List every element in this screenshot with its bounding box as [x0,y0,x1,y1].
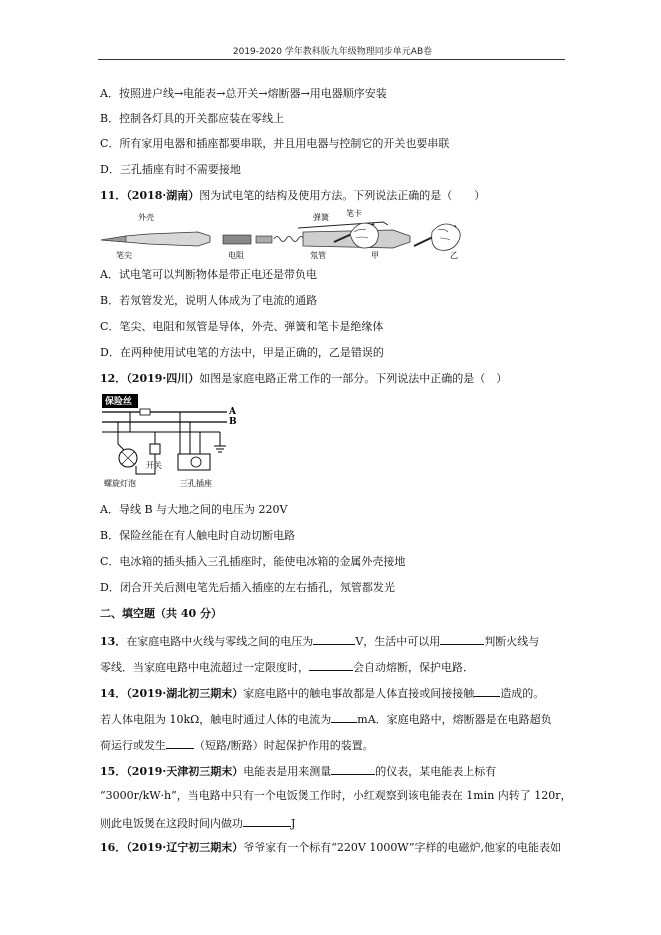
page-header: 2019-2020 学年教科版九年级物理同步单元AB卷 [232,47,433,57]
prev-option-a: A．按照进户线→电能表→总开关→熔断器→用电器顺序安装 [100,87,387,100]
label-clip: 笔卡 [346,209,362,218]
q13-text-2a: 零线．当家庭电路中电流超过一定限度时， [100,661,309,674]
socket-symbol [178,454,210,470]
q14-text-3a: 荷运行或发生 [100,739,166,752]
prev-option-b: B．控制各灯具的开关都应装在零线上 [100,112,285,125]
label-fuse: 保险丝 [105,397,133,407]
q15-text-1b: 的仪表，某电能表上标有 [375,765,497,778]
q12-source: （2019·四川） [126,372,200,385]
label-b: B [229,417,237,427]
q14-text-3b: （短路/断路）时起保护作用的装置。 [194,739,374,752]
q15-line1 [100,763,496,779]
q12-option-b: B．保险丝能在有人触电时自动切断电路 [100,529,296,542]
q13-blank-2[interactable] [440,633,484,645]
q12-circuit-figure [100,392,245,492]
hand-yi-illustration [414,224,460,250]
label-a: A [229,407,236,417]
label-yi: 乙 [450,251,458,260]
label-bulb: 螺旋灯泡 [104,479,136,488]
q14-text-2b: mA．家庭电路中，熔断器是在电路超负 [357,713,552,726]
q14-blank-1[interactable] [474,685,500,697]
q13-text-2b: 会自动熔断，保护电路． [353,661,474,674]
label-neon: 氖管 [310,251,326,260]
q13-blank-1[interactable] [313,633,355,645]
switch-symbol [150,444,160,454]
label-resistor: 电阻 [228,251,244,260]
q14-line1 [100,685,544,701]
q11-source: （2018·湖南） [126,189,200,202]
q16-source: （2019·辽宁初三期末） [126,841,244,854]
q16-text-1: 爷爷家有一个标有“220V 1000W”字样的电磁炉,他家的电能表如 [243,841,561,854]
prev-option-d: D．三孔插座有时不需要接地 [100,163,241,176]
q11-option-a: A．试电笔可以判断物体是带正电还是带负电 [100,268,317,281]
q14-line3 [100,737,374,753]
q14-text-1b: 造成的。 [500,687,545,700]
label-switch: 开关 [146,461,162,470]
q14-line2 [100,711,552,727]
q12-option-c: C．电冰箱的插头插入三孔插座时，能使电冰箱的金属外壳接地 [100,555,406,568]
q13-text-1b: V，生活中可以用 [355,635,441,648]
q14-number: 14． [100,687,127,700]
q13-text-1c: 判断火线与 [484,635,540,648]
prev-option-c: C．所有家用电器和插座都要串联，并且用电器与控制它的开关也要串联 [100,137,450,150]
q12-stem-text: 如图是家庭电路正常工作的一部分。下列说法中正确的是（ ） [199,372,508,385]
fuse-symbol [140,409,150,415]
q14-text-1a: 家庭电路中的触电事故都是人体直接或间接接触 [243,687,475,700]
q11-number: 11． [100,189,127,202]
q11-stem-text: 图为试电笔的结构及使用方法。下列说法正确的是（ ） [199,189,486,202]
q15-line2: “3000r/kW·h”，当电路中只有一个电饭煲工作时，小红观察到该电能表在 1min 内转了 120r， [100,789,572,802]
q14-blank-2[interactable] [331,711,357,723]
q11-figure [98,208,488,262]
q15-blank-2[interactable] [243,815,291,827]
section-title: 二、填空题（共 40 分） [100,607,222,620]
q15-text-3a: 则此电饭煲在这段时间内做功 [100,817,243,830]
q11-option-b: B．若氖管发光，说明人体成为了电流的通路 [100,294,318,307]
q13-number: 13． [100,635,127,648]
q13-line2 [100,659,474,675]
q15-blank-1[interactable] [331,763,375,775]
label-tip: 笔尖 [116,251,132,260]
label-shell: 外壳 [138,213,154,222]
label-spring: 弹簧 [313,213,329,222]
label-socket: 三孔插座 [180,479,212,488]
label-jia: 甲 [371,251,379,260]
q14-source: （2019·湖北初三期末） [126,687,244,700]
q13-text-1a: 在家庭电路中火线与零线之间的电压为 [126,635,314,648]
q11-stem [100,189,485,203]
q15-source: （2019·天津初三期末） [126,765,244,778]
q13-blank-3[interactable] [309,659,353,671]
q15-line3 [100,815,295,831]
q12-stem [100,372,507,386]
q12-number: 12． [100,372,127,385]
q15-text-3b: J [291,817,296,830]
q11-option-c: C．笔尖、电阻和氖管是导体，外壳、弹簧和笔卡是绝缘体 [100,320,384,333]
q14-blank-3[interactable] [166,737,194,749]
q16-line1 [100,841,561,855]
q15-number: 15． [100,765,127,778]
q12-option-a: A．导线 B 与大地之间的电压为 220V [100,503,288,516]
q16-number: 16． [100,841,127,854]
q15-text-1a: 电能表是用来测量 [243,765,332,778]
q12-option-d: D．闭合开关后测电笔先后插入插座的左右插孔，氖管都发光 [100,581,395,594]
header-rule [98,59,565,60]
q14-text-2a: 若人体电阻为 10kΩ，触电时通过人体的电流为 [100,713,332,726]
q11-option-d: D．在两种使用试电笔的方法中，甲是正确的，乙是错误的 [100,346,384,359]
q13-line1 [100,633,539,649]
